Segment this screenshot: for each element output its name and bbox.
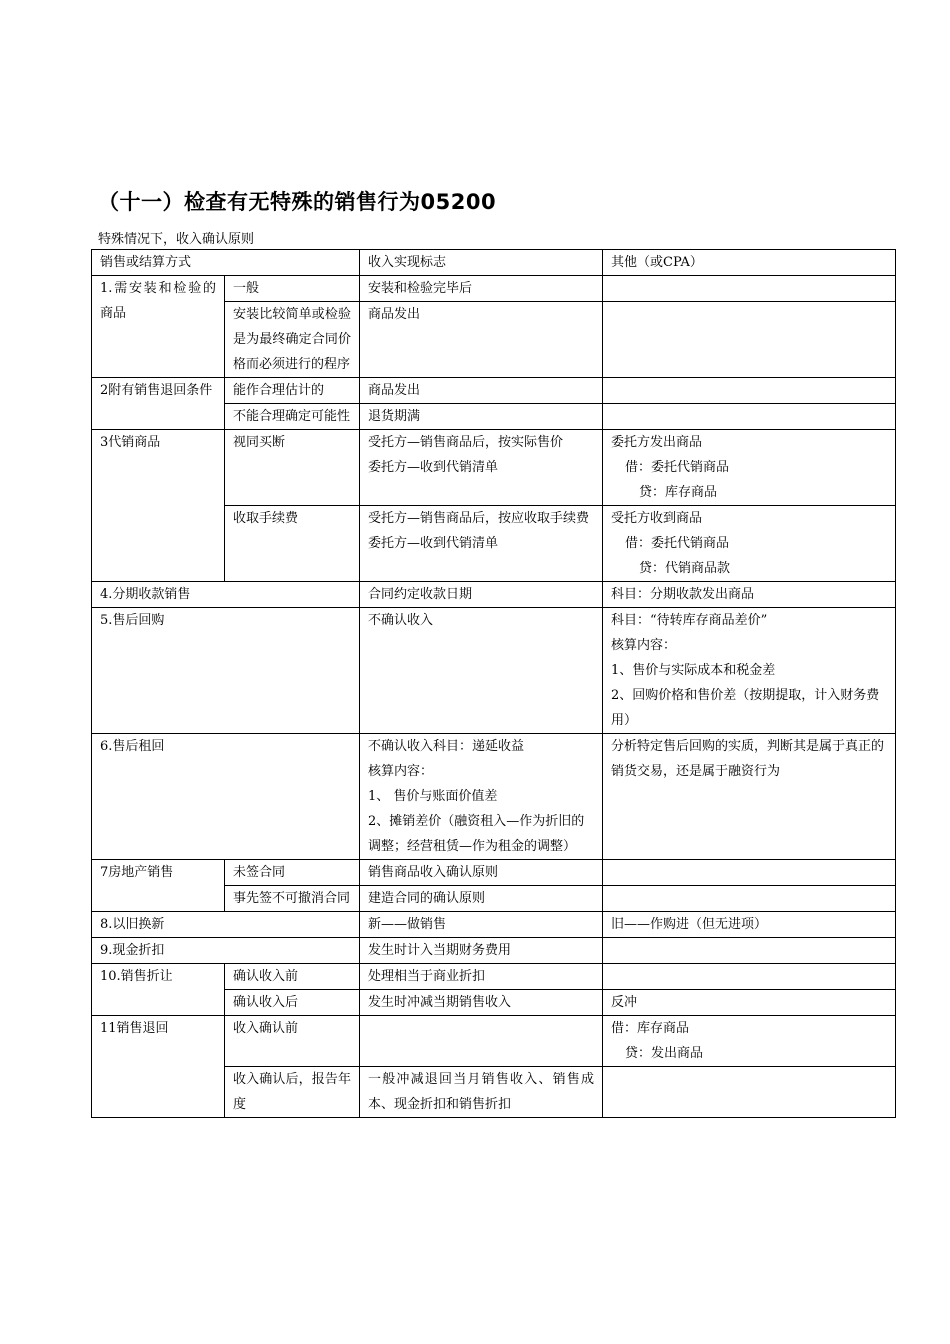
other-line: 2、回购价格和售价差（按期提取，计入财务费用） [611,688,880,728]
row-other [603,860,896,886]
row-other [603,886,896,912]
header-sign: 收入实现标志 [360,250,603,276]
row-sign: 不确认收入 [360,608,603,734]
other-line: 1、售价与实际成本和税金差 [611,663,776,678]
other-line: 科目：“待转库存商品差价” [611,613,768,628]
row-sign [360,734,603,860]
row-subcategory: 收入确认后，报告年度 [225,1067,360,1118]
sign-line: 1、 售价与账面价值差 [368,789,498,804]
row-sign: 一般冲减退回当月销售收入、销售成本、现金折扣和销售折扣 [360,1067,603,1118]
header-method: 销售或结算方式 [92,250,360,276]
table-row [92,734,896,860]
other-line: 贷：库存商品 [639,485,718,500]
sign-line: 委托方—收到代销清单 [368,536,499,551]
table-row [92,276,896,302]
row-category: 4.分期收款销售 [92,582,360,608]
table-row [92,430,896,506]
row-category: 6.售后租回 [92,734,360,860]
row-sign [360,506,603,582]
row-subcategory: 事先签不可撤消合同 [225,886,360,912]
table-row [92,608,896,734]
table-row [92,378,896,404]
row-other: 旧——作购进（但无进项） [603,912,896,938]
row-other [603,430,896,506]
row-subcategory: 确认收入前 [225,964,360,990]
row-sign: 新——做销售 [360,912,603,938]
row-subcategory: 确认收入后 [225,990,360,1016]
row-subcategory: 视同买断 [225,430,360,506]
sign-line: 受托方—销售商品后，按实际售价 [368,435,564,450]
sign-line: 委托方—收到代销清单 [368,460,499,475]
row-sign: 商品发出 [360,302,603,378]
row-subcategory: 收入确认前 [225,1016,360,1067]
other-line: 核算内容： [611,638,677,653]
row-subcategory: 能作合理估计的 [225,378,360,404]
header-other: 其他（或CPA） [603,250,896,276]
row-other [603,302,896,378]
revenue-recognition-table [91,249,896,1118]
other-line: 贷：代销商品款 [639,561,731,576]
row-category: 3代销商品 [92,430,225,582]
row-subcategory: 收取手续费 [225,506,360,582]
row-category: 11销售退回 [92,1016,225,1118]
row-category: 10.销售折让 [92,964,225,1016]
row-other [603,276,896,302]
table-row [92,1016,896,1067]
row-other [603,506,896,582]
row-sign: 发生时计入当期财务费用 [360,938,603,964]
row-sign: 商品发出 [360,378,603,404]
row-subcategory: 不能合理确定可能性 [225,404,360,430]
row-other [603,378,896,404]
table-caption: 特殊情况下，收入确认原则 [98,232,255,247]
table-row [92,860,896,886]
row-sign: 处理相当于商业折扣 [360,964,603,990]
row-category: 2附有销售退回条件 [92,378,225,430]
sign-line: 核算内容： [368,764,434,779]
row-other [603,1016,896,1067]
table-row [92,938,896,964]
sign-line: 不确认收入科目：递延收益 [368,739,525,754]
row-other [603,1067,896,1118]
row-other: 分析特定售后回购的实质，判断其是属于真正的销货交易，还是属于融资行为 [603,734,896,860]
other-line: 委托方发出商品 [611,435,703,450]
table-row [92,912,896,938]
other-line: 贷：发出商品 [625,1046,704,1061]
row-sign: 发生时冲减当期销售收入 [360,990,603,1016]
other-line: 借：库存商品 [611,1021,690,1036]
sign-line: 受托方—销售商品后，按应收取手续费 [368,511,590,526]
row-other [603,964,896,990]
row-sign [360,1016,603,1067]
row-subcategory: 一般 [225,276,360,302]
sign-line: 2、摊销差价（融资租入—作为折旧的调整；经营租赁—作为租金的调整） [368,814,585,854]
row-sign: 建造合同的确认原则 [360,886,603,912]
page-title: （十一）检查有无特殊的销售行为05200 [98,190,497,214]
table-row [92,964,896,990]
row-sign: 销售商品收入确认原则 [360,860,603,886]
table-row [92,582,896,608]
row-subcategory: 安装比较简单或检验是为最终确定合同价格而必须进行的程序 [225,302,360,378]
row-category: 8.以旧换新 [92,912,360,938]
row-category: 5.售后回购 [92,608,360,734]
table-header-row [92,250,896,276]
row-subcategory: 未签合同 [225,860,360,886]
row-sign: 退货期满 [360,404,603,430]
row-sign: 安装和检验完毕后 [360,276,603,302]
row-category: 9.现金折扣 [92,938,360,964]
row-other: 科目：分期收款发出商品 [603,582,896,608]
row-other [603,608,896,734]
row-sign [360,430,603,506]
other-line: 借：委托代销商品 [625,460,730,475]
row-category: 1.需安装和检验的商品 [92,276,225,378]
row-category: 7房地产销售 [92,860,225,912]
other-line: 借：委托代销商品 [625,536,730,551]
row-other [603,938,896,964]
row-sign: 合同约定收款日期 [360,582,603,608]
other-line: 受托方收到商品 [611,511,703,526]
row-other [603,404,896,430]
row-other: 反冲 [603,990,896,1016]
